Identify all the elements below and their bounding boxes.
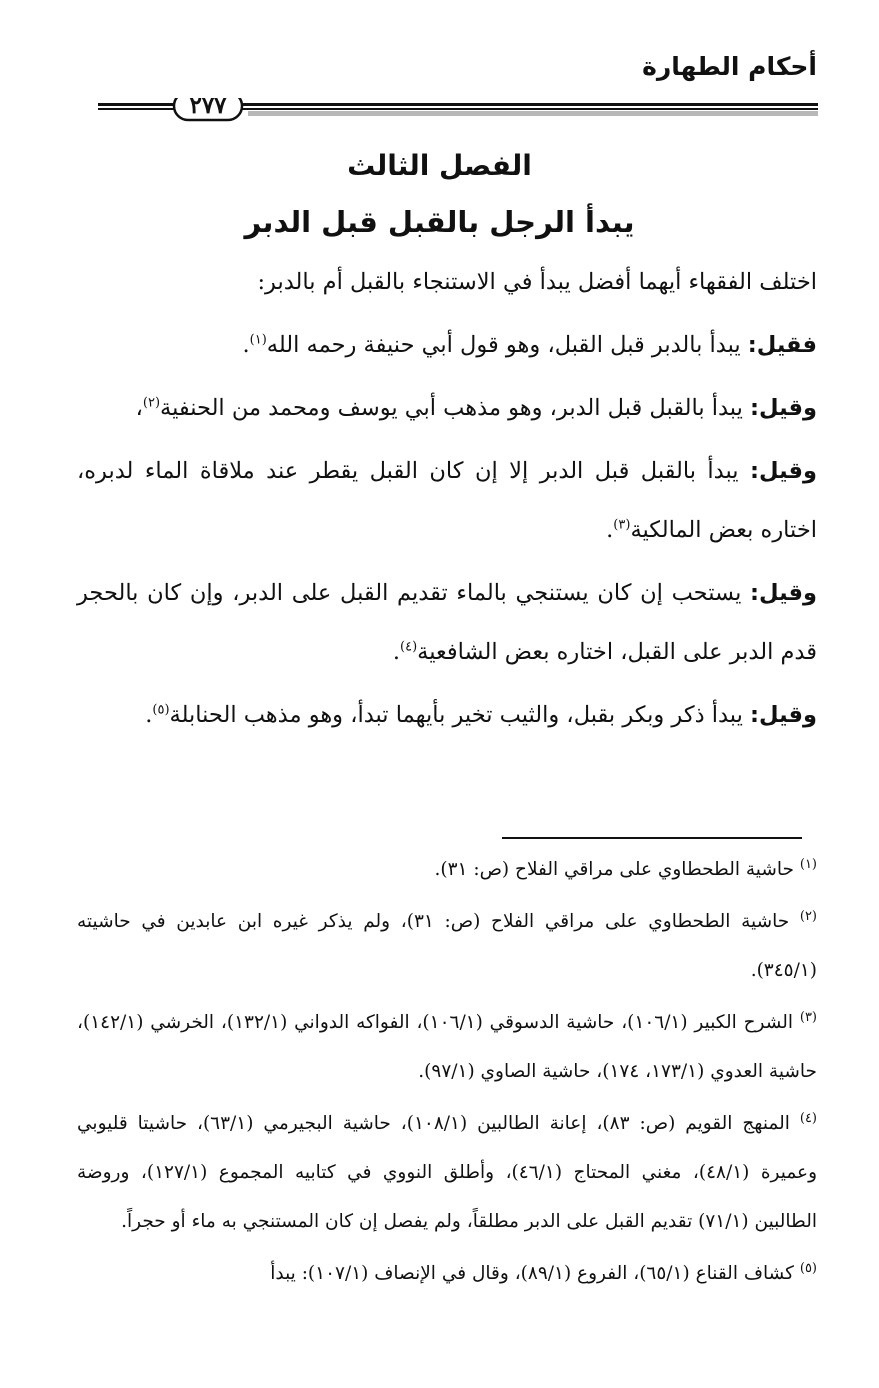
- opinion-end: .: [145, 702, 153, 728]
- opinion-label: وقيل:: [750, 580, 817, 606]
- opinion-text: يبدأ بالقبل قبل الدبر، وهو مذهب أبي يوسف ومحمد من الحنفية: [160, 395, 751, 421]
- footnote-separator: [502, 837, 802, 839]
- footnote-number: (٢): [799, 908, 817, 924]
- opinion-paragraph: [77, 379, 817, 438]
- opinion-text: يبدأ ذكر وبكر بقبل، والثيب تخير بأيهما تبدأ، وهو مذهب الحنابلة: [169, 702, 751, 728]
- opinion-end: ،: [135, 395, 143, 421]
- page-number: ٢٧٧: [189, 91, 227, 119]
- footnote-ref: (٣): [613, 517, 631, 533]
- intro-paragraph: اختلف الفقهاء أيهما أفضل يبدأ في الاستنجاء بالقبل أم بالدبر:: [257, 269, 817, 295]
- opinion-text: يبدأ بالقبل قبل الدبر إلا إن كان القبل يقطر عند ملاقاة الماء لدبره، اختاره بعض المالكية: [77, 458, 817, 543]
- footnotes: [77, 845, 817, 1301]
- footnote-number: (٥): [799, 1260, 817, 1276]
- opinion-paragraph: [77, 442, 817, 560]
- footnote: [77, 845, 817, 894]
- footnote-text: المنهج القويم (ص: ٨٣)، إعانة الطالبين (١٠٨/١)، حاشية البجيرمي (٦٣/١)، حاشيتا قليوبي وعميرة (٤٨/١)، مغني المحتاج (٤٦/١)، وأطلق النووي في كتابيه المجموع (١٢٧/١)، وروضة الطالبين (٧١/١) تقديم القبل على الدبر مطلقاً، ولم يفصل إن كان المستنجي به ماء أو حجراً.: [77, 1113, 818, 1232]
- footnote-ref: (٥): [152, 702, 170, 718]
- opinion-end: .: [392, 639, 400, 665]
- opinion-paragraph: [77, 316, 817, 375]
- footnote-number: (١): [799, 856, 817, 872]
- opinion-label: فقيل:: [747, 332, 817, 358]
- opinion-label: وقيل:: [750, 458, 817, 484]
- footnote-text: حاشية الطحطاوي على مراقي الفلاح (ص: ٣١)، ولم يذكر غيره ابن عابدين في حاشيته (٣٤٥/١).: [77, 911, 817, 981]
- chapter-title: الفصل الثالث: [347, 149, 532, 182]
- opinion-paragraph: [77, 686, 817, 745]
- footnote-number: (٣): [799, 1009, 817, 1025]
- footnote: [77, 998, 817, 1096]
- opinion-label: وقيل:: [750, 702, 817, 728]
- opinion-label: وقيل:: [750, 395, 817, 421]
- footnote: [77, 1099, 817, 1246]
- opinion-text: يبدأ بالدبر قبل القبل، وهو قول أبي حنيفة رحمه الله: [266, 332, 748, 358]
- footnote-ref: (١): [249, 332, 267, 348]
- footnote-text: حاشية الطحطاوي على مراقي الفلاح (ص: ٣١).: [434, 859, 800, 880]
- footnote: [77, 897, 817, 995]
- opinion-paragraph: [77, 564, 817, 682]
- footnote: [77, 1249, 817, 1298]
- body-text: [77, 253, 817, 749]
- footnote-text: الشرح الكبير (١٠٦/١)، حاشية الدسوقي (١٠٦/١)، الفواكه الدواني (١٣٢/١)، الخرشي (١٤٢/١)، حاشية العدوي (١٧٣/١، ١٧٤)، حاشية الصاوي (٩٧/١).: [77, 1012, 817, 1082]
- opinion-text: يستحب إن كان يستنجي بالماء تقديم القبل على الدبر، وإن كان بالحجر قدم الدبر على القبل، اختاره بعض الشافعية: [77, 580, 817, 665]
- running-header-title: أحكام الطهارة: [642, 52, 817, 81]
- chapter-subtitle: يبدأ الرجل بالقبل قبل الدبر: [244, 205, 635, 239]
- footnote-text: كشاف القناع (٦٥/١)، الفروع (٨٩/١)، وقال في الإنصاف (١٠٧/١): يبدأ: [270, 1263, 800, 1284]
- footnote-number: (٤): [799, 1110, 817, 1126]
- opinion-end: .: [242, 332, 250, 358]
- footnote-ref: (٤): [400, 639, 418, 655]
- opinion-end: .: [606, 517, 614, 543]
- footnote-ref: (٢): [142, 395, 161, 411]
